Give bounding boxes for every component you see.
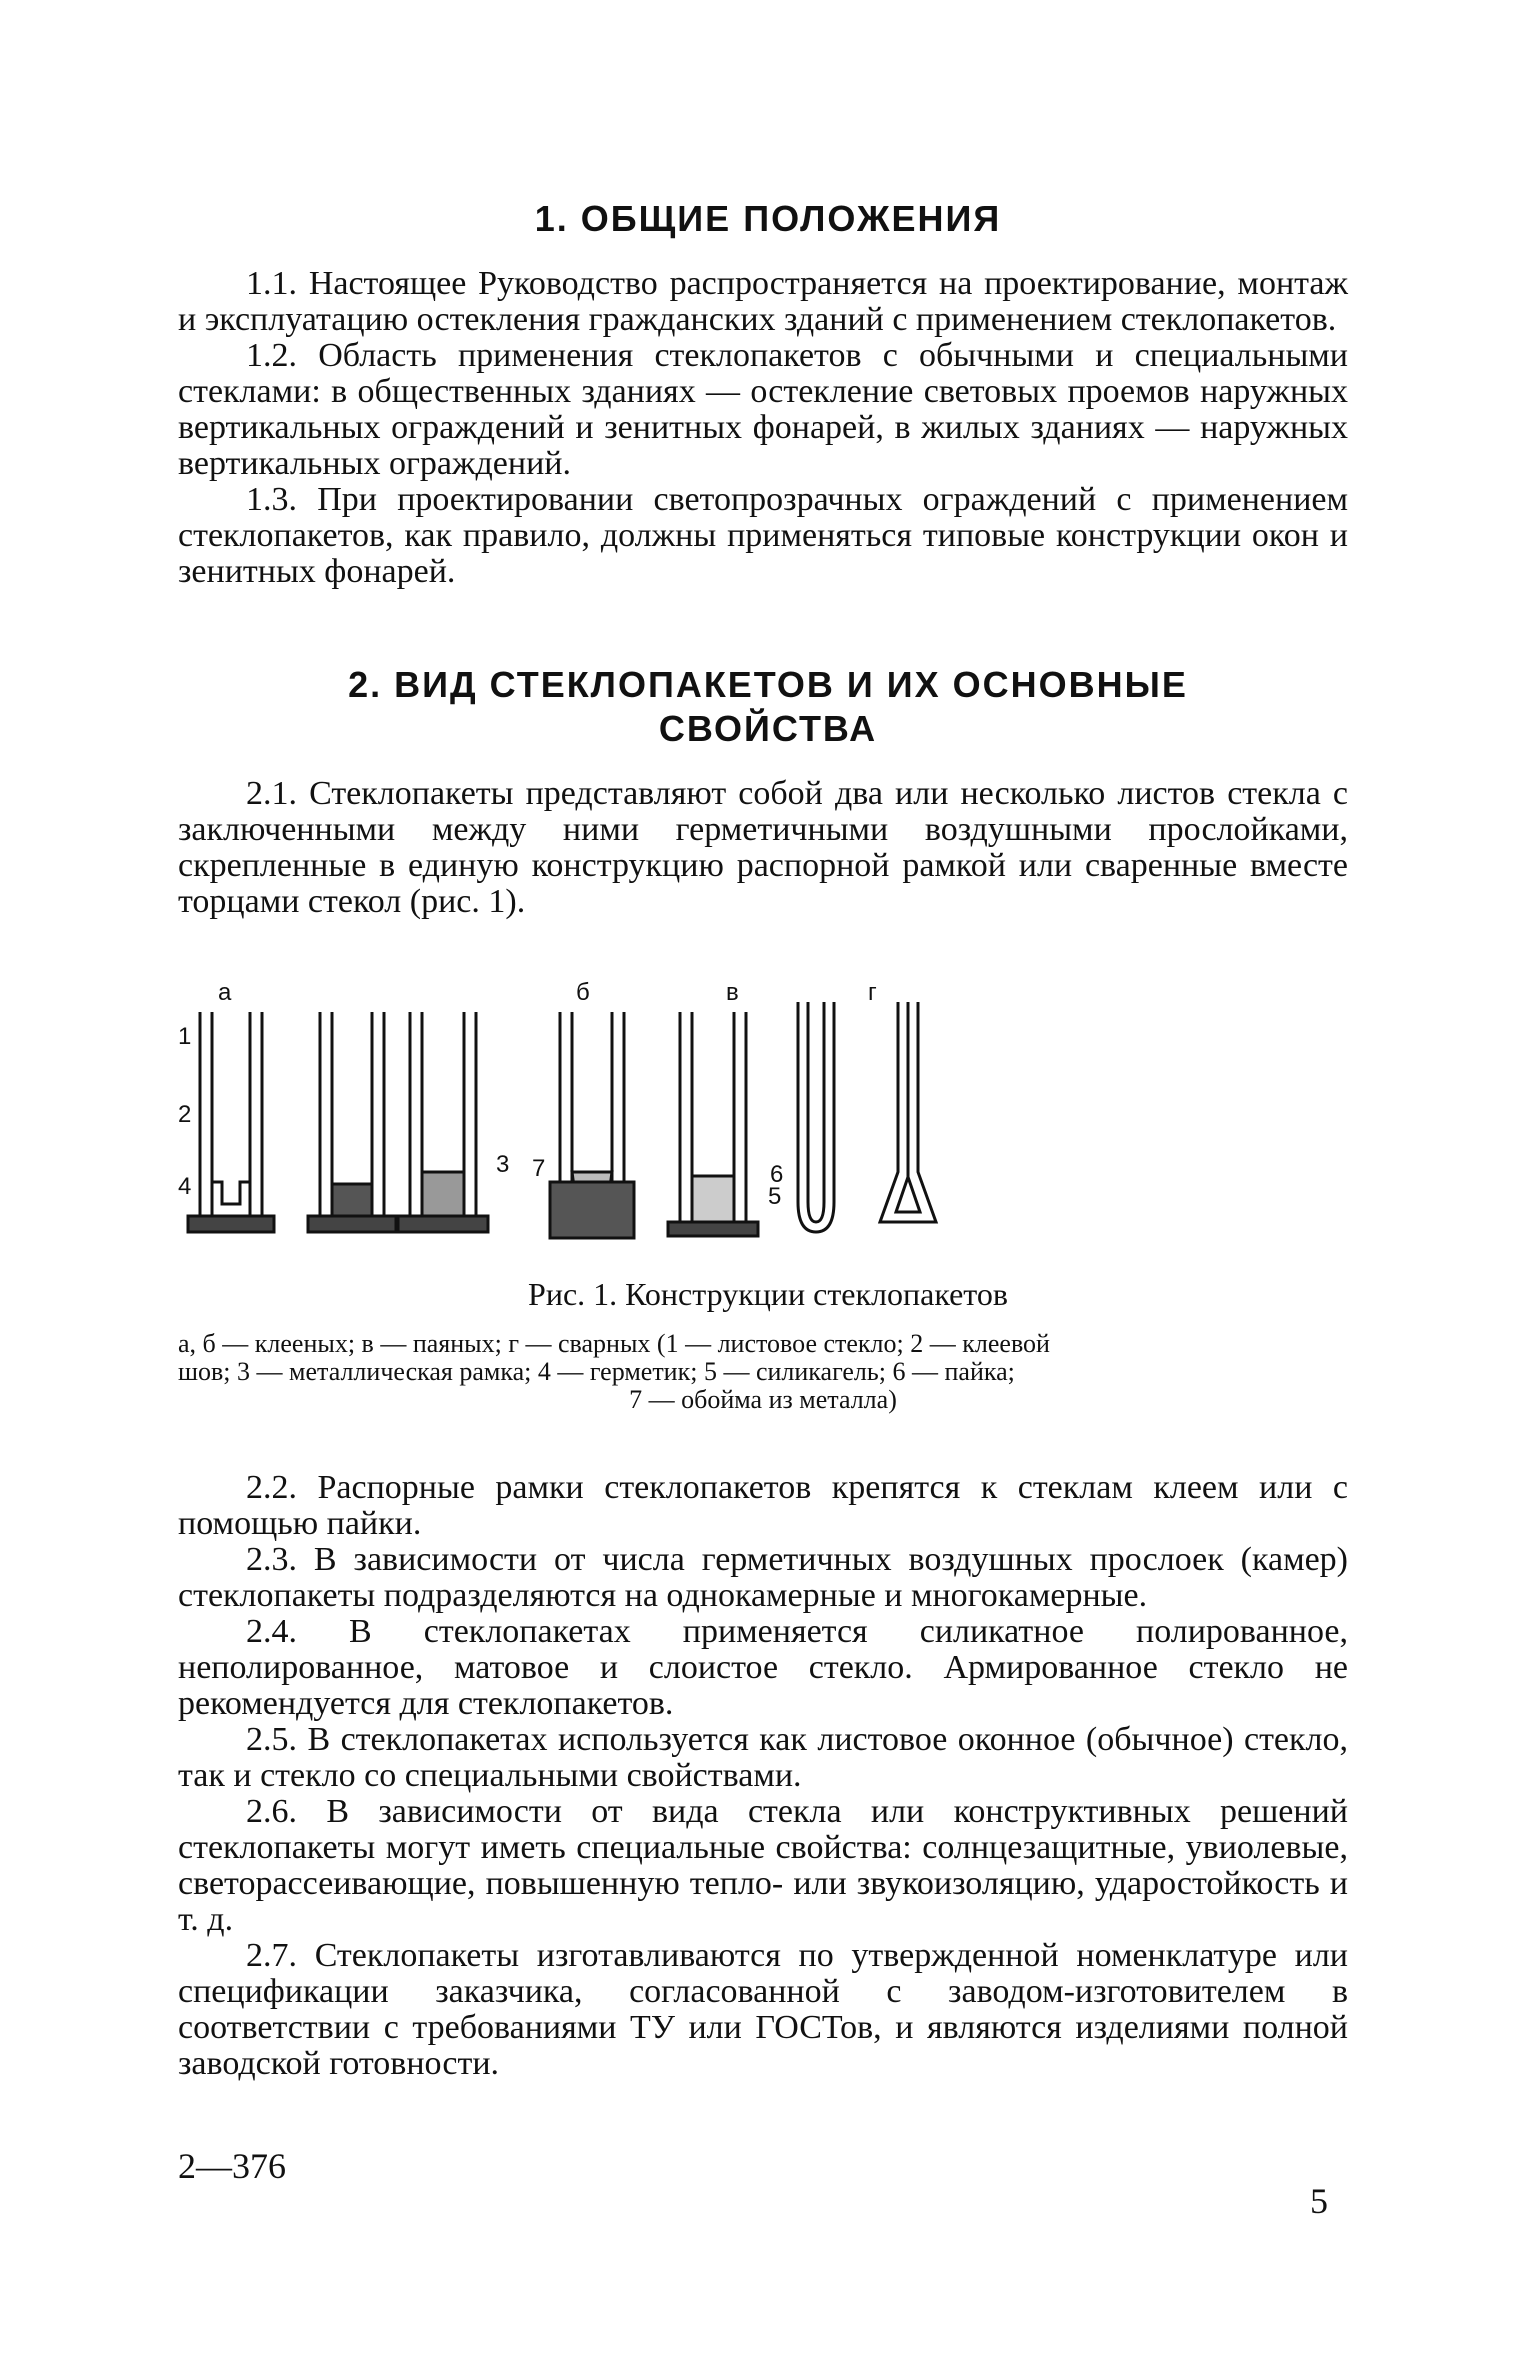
diagram-a1 — [188, 1012, 274, 1232]
paragraph-1-1: 1.1. Настоящее Руководство распространяется на проектирование, монтаж и эксплуатацию остекления гражданских зданий с применением стеклопакетов. — [178, 265, 1348, 338]
section2-body — [178, 1470, 1348, 2082]
callout-7: 7 — [532, 1155, 546, 1182]
callout-6: 6 — [770, 1161, 784, 1188]
figure-caption: Рис. 1. Конструкции стеклопакетов — [528, 1276, 1008, 1312]
diagram-b — [550, 1012, 634, 1238]
figure-legend — [178, 1330, 1348, 1414]
section2-intro — [178, 776, 1348, 920]
diagram-v — [668, 1012, 758, 1236]
paragraph-2-7: 2.7. Стеклопакеты изготавливаются по утвержденной номенклатуре или спецификации заказчика, согласованной с заводом-изготовителем в соответствии с требованиями ТУ или ГОСТов, и являются изделиями полной заводской готовности. — [178, 1937, 1348, 2082]
callout-5: 5 — [768, 1183, 782, 1210]
label-b: б — [576, 979, 590, 1006]
legend-line-2: шов; 3 — металлическая рамка; 4 — герметик; 5 — силикагель; 6 — пайка; — [178, 1357, 1015, 1386]
label-a: а — [218, 979, 232, 1006]
label-g: г — [868, 979, 877, 1006]
section1-body — [178, 266, 1348, 590]
callout-3: 3 — [496, 1151, 510, 1178]
label-v: в — [726, 979, 739, 1006]
diagram-a3 — [398, 1012, 488, 1232]
section2-heading-line1: 2. ВИД СТЕКЛОПАКЕТОВ И ИХ ОСНОВНЫЕ — [348, 664, 1188, 705]
paragraph-2-2: 2.2. Распорные рамки стеклопакетов крепятся к стеклам клеем или с помощью пайки. — [178, 1469, 1348, 1542]
paragraph-2-5: 2.5. В стеклопакетах используется как листовое оконное (обычное) стекло, так и стекло со специальными свойствами. — [178, 1721, 1348, 1794]
callout-2: 2 — [178, 1101, 192, 1128]
diagram-g2 — [880, 1002, 936, 1222]
paragraph-2-4: 2.4. В стеклопакетах применяется силикатное полированное, неполированное, матовое и слоистое стекло. Армированное стекло не рекомендуется для стеклопакетов. — [178, 1613, 1348, 1722]
signature-mark: 2—376 — [178, 2146, 286, 2186]
callout-1: 1 — [178, 1023, 192, 1050]
legend-line-3: 7 — обойма из металла) — [629, 1385, 897, 1414]
section2-heading-line2: СВОЙСТВА — [658, 708, 878, 749]
legend-line-1: а, б — клееных; в — паяных; г — сварных (1 — листовое стекло; 2 — клеевой — [178, 1329, 1050, 1358]
paragraph-1-3: 1.3. При проектировании светопрозрачных ограждений с применением стеклопакетов, как правило, должны применяться типовые конструкции окон и зенитных фонарей. — [178, 481, 1348, 590]
diagram-a2 — [308, 1012, 396, 1232]
figure-glazing-units — [178, 972, 1348, 1272]
paragraph-2-3: 2.3. В зависимости от числа герметичных воздушных прослоек (камер) стеклопакеты подразделяются на однокамерные и многокамерные. — [178, 1541, 1348, 1614]
paragraph-2-6: 2.6. В зависимости от вида стекла или конструктивных решений стеклопакеты могут иметь специальные свойства: солнцезащитные, увиолевые, светорассеивающие, повышенную тепло- или звукоизоляцию, ударостойкость и т. д. — [178, 1793, 1348, 1938]
paragraph-2-1: 2.1. Стеклопакеты представляют собой два или несколько листов стекла с заключенными между ними герметичными воздушными прослойками, скрепленные в единую конструкцию распорной рамкой или сваренные вместе торцами стекол (рис. 1). — [178, 775, 1348, 920]
callout-4: 4 — [178, 1173, 192, 1200]
page-number: 5 — [1310, 2181, 1328, 2221]
diagram-g1 — [798, 1002, 834, 1232]
paragraph-1-2: 1.2. Область применения стеклопакетов с обычными и специальными стеклами: в общественных зданиях — остекление световых проемов наружных вертикальных ограждений и зенитных фонарей, в жилых зданиях — наружных вертикальных ограждений. — [178, 337, 1348, 482]
section1-heading: 1. ОБЩИЕ ПОЛОЖЕНИЯ — [534, 198, 1002, 239]
